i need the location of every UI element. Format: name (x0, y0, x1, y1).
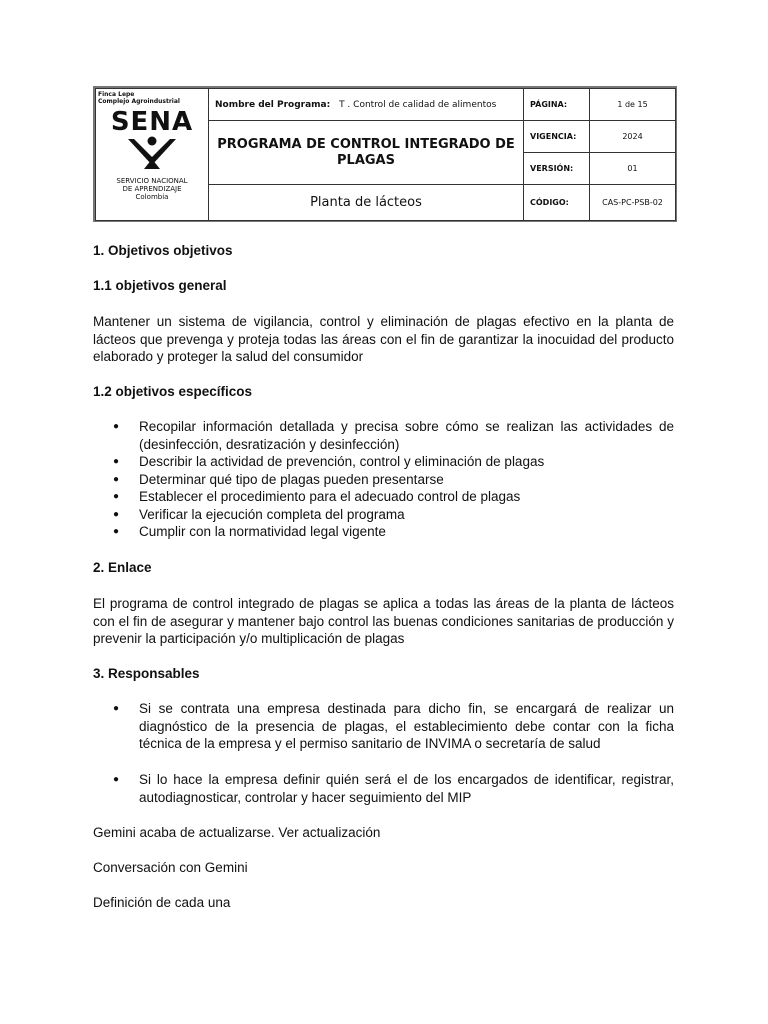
org-line-1: Finca Lepe (98, 91, 135, 98)
sena-emblem-icon (122, 135, 182, 171)
gemini-update-line: Gemini acaba de actualizarse. Ver actualización (93, 825, 381, 840)
list-item: ● Determinar qué tipo de plagas pueden presentarse (93, 471, 674, 489)
list-item: ● Si lo hace la empresa definir quién será el de los encargados de identificar, registrar, autodiagnosticar, controlar y hacer seguimiento del MIP (93, 771, 674, 806)
document-header (93, 86, 677, 222)
heading-link: 2. Enlace (93, 560, 152, 575)
header-table (95, 88, 676, 221)
heading-specific-objectives: 1.2 objetivos específicos (93, 384, 253, 399)
sena-foot-2: DE APRENDIZAJE (122, 185, 182, 193)
code-label: CÓDIGO: (524, 185, 590, 221)
org-name (98, 91, 206, 105)
list-item: ● Establecer el procedimiento para el adecuado control de plagas (93, 488, 674, 506)
responsibles-list-1 (93, 700, 674, 753)
definition-line: Definición de cada una (93, 895, 231, 910)
program-name-cell (209, 89, 524, 121)
org-line-2: Complejo Agroindustrial (98, 98, 180, 105)
page-value: 1 de 15 (590, 89, 676, 121)
gemini-conversation-line: Conversación con Gemini (93, 860, 248, 875)
list-item: ● Cumplir con la normatividad legal vigente (93, 523, 674, 541)
version-label: VERSIÓN: (524, 153, 590, 185)
sena-foot-1: SERVICIO NACIONAL (116, 177, 188, 185)
validity-label: VIGENCIA: (524, 121, 590, 153)
logo-cell (96, 89, 209, 221)
list-item: ● Recopilar información detallada y precisa sobre cómo se realizan las actividades de (desinfección, desratización y desinfección) (93, 418, 674, 453)
program-name: T . Control de calidad de alimentos (339, 99, 497, 110)
page-label: PÁGINA: (524, 89, 590, 121)
validity-value: 2024 (590, 121, 676, 153)
specific-objectives-list (93, 418, 674, 541)
heading-objectives: 1. Objetivos objetivos (93, 243, 233, 258)
list-item: ● Describir la actividad de prevención, control y eliminación de plagas (93, 453, 674, 471)
version-value: 01 (590, 153, 676, 185)
plant-name: Planta de lácteos (209, 185, 524, 221)
heading-responsibles: 3. Responsables (93, 666, 200, 681)
program-title: PROGRAMA DE CONTROL INTEGRADO DE PLAGAS (209, 121, 524, 185)
program-label: Nombre del Programa: (215, 99, 331, 110)
paragraph-general-objective: Mantener un sistema de vigilancia, control y eliminación de plagas efectivo en la planta de lácteos que prevenga y proteja todas las áreas con el fin de garantizar la inocuidad del producto elaborado y proteger la salud del consumidor (93, 314, 674, 364)
list-item: ● Verificar la ejecución completa del programa (93, 506, 674, 524)
heading-general-objective: 1.1 objetivos general (93, 278, 227, 293)
list-item: ● Si se contrata una empresa destinada para dicho fin, se encargará de realizar un diagnóstico de la presencia de plagas, el establecimiento debe contar con la ficha técnica de la empresa y el permiso sanitario de INVIMA o secretaría de salud (93, 700, 674, 753)
code-value: CAS-PC-PSB-02 (590, 185, 676, 221)
responsibles-list-2 (93, 771, 674, 806)
sena-foot (98, 177, 206, 201)
paragraph-link: El programa de control integrado de plagas se aplica a todas las áreas de la planta de lácteos con el fin de asegurar y mantener bajo control las buenas condiciones sanitarias de producción y prevenir la participación y/o multiplicación de plagas (93, 596, 674, 646)
sena-foot-3: Colombia (135, 193, 169, 201)
sena-logo: SENA (110, 107, 194, 137)
